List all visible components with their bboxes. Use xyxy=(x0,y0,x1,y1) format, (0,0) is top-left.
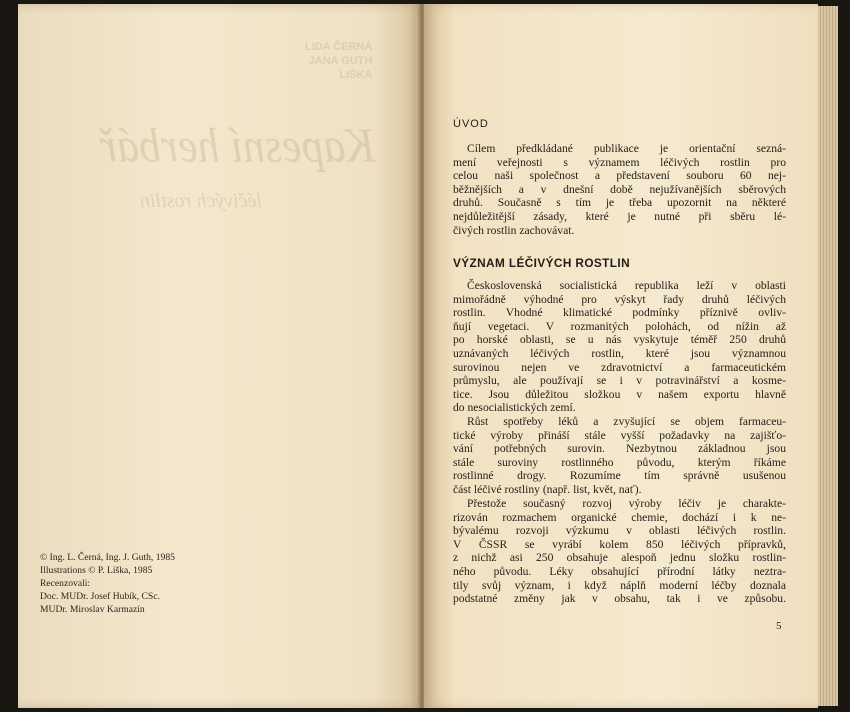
paragraph-2 xyxy=(453,415,786,497)
heading-uvod: ÚVOD xyxy=(453,118,489,130)
text-line: Československá socialistická republika leží v oblasti xyxy=(467,279,786,292)
ghost-author-line: JANA GUTH xyxy=(308,55,373,67)
text-line: bývalému rozvoji výzkumu v oblasti léčivých rostlin. xyxy=(453,524,786,538)
credit-line: Illustrations © P. Liška, 1985 xyxy=(40,565,153,576)
credit-line: Recenzovali: xyxy=(40,578,91,589)
text-line: po horské oblasti, se u nás vyskytuje téměř 250 druhů xyxy=(453,333,786,347)
text-line: V ČSSR se vyrábí kolem 850 léčivých přípravků, xyxy=(453,537,786,551)
text-line: uznávaných léčivých rostlin, které jsou významnou xyxy=(453,346,786,360)
text-line: mení veřejnosti s významem léčivých rostlin pro xyxy=(453,155,786,169)
ghost-authors xyxy=(305,40,372,82)
copyright-credits xyxy=(40,551,175,616)
text-line: tily svůj význam, i když náplň moderní léčby doznala xyxy=(453,578,786,592)
page-edges xyxy=(818,6,838,706)
credit-line: Doc. MUDr. Josef Hubík, CSc. xyxy=(40,591,160,602)
text-line: tice. Jsou důležitou složkou v našem exportu hlavně xyxy=(453,387,786,401)
intro-paragraph xyxy=(453,142,786,237)
page-number: 5 xyxy=(776,620,782,632)
text-line: rizován rozmachem organické chemie, dochází i k ne- xyxy=(453,510,786,524)
text-line: podstatné změny jak v obsahu, tak i ve způsobu. xyxy=(453,592,786,606)
paragraph-1 xyxy=(453,279,786,415)
text-line: z nichž asi 250 obsahuje alespoň jednu složku rostlin- xyxy=(453,551,786,565)
text-line: rostlin. Vhodné klimatické podmínky příznivě ovliv- xyxy=(453,306,786,320)
text-line: Růst spotřeby léků a zvyšující se objem farmaceu- xyxy=(467,415,786,428)
credit-line: © Ing. L. Černá, Ing. J. Guth, 1985 xyxy=(40,552,175,563)
text-line: část léčivé rostliny (např. list, květ, nať). xyxy=(453,482,642,496)
text-line: běžnějších a v dnešní době nejužívanějších sběrových xyxy=(453,182,786,196)
text-line: rostlinné drogy. Rozumíme tím správně usušenou xyxy=(453,469,786,483)
ghost-subtitle: léčivých rostlin xyxy=(140,190,262,212)
text-line: druhů. Současně s tím je třeba upozornit na některé xyxy=(453,196,786,210)
text-line: průmyslu, ale používají se i v potravinářství a kosme- xyxy=(453,374,786,388)
text-line: tické výroby přináší stále vyšší požadavky na zajišťo- xyxy=(453,428,786,442)
text-line: mimořádně výhodné pro výskyt řady druhů léčivých xyxy=(453,292,786,306)
credit-line: MUDr. Miroslav Karmazín xyxy=(40,604,145,615)
heading-vyznam: VÝZNAM LÉČIVÝCH ROSTLIN xyxy=(453,256,630,270)
text-line: čivých rostlin zachovávat. xyxy=(453,223,575,237)
paragraph-3 xyxy=(453,497,786,606)
text-line: nejdůležitější zásady, které je nutné při sběru lé- xyxy=(453,209,786,223)
text-line: stále suroviny rostlinného původu, kterým říkáme xyxy=(453,455,786,469)
text-line: celou naši společnost a představení souboru 60 nej- xyxy=(453,169,786,183)
text-line: surovinou nejen ve zdravotnictví a farmaceutickém xyxy=(453,360,786,374)
ghost-title: Kapesní herbář xyxy=(100,118,375,173)
ghost-author-line: LIŠKA xyxy=(339,69,373,81)
text-line: Cílem předkládané publikace je orientační sezná- xyxy=(467,142,786,155)
text-line: Přestože současný rozvoj výroby léčiv je charakte- xyxy=(467,497,786,510)
text-line: ného původu. Léky obsahující přírodní látky neztra- xyxy=(453,564,786,578)
text-line: do nesocialistických zemí. xyxy=(453,401,576,415)
text-line: ňují vegetaci. V rozmanitých polohách, od nížin až xyxy=(453,319,786,333)
text-line: vání potřebných surovin. Nezbytnou základnou jsou xyxy=(453,442,786,456)
ghost-author-line: LIDA ČERNÁ xyxy=(305,41,373,53)
